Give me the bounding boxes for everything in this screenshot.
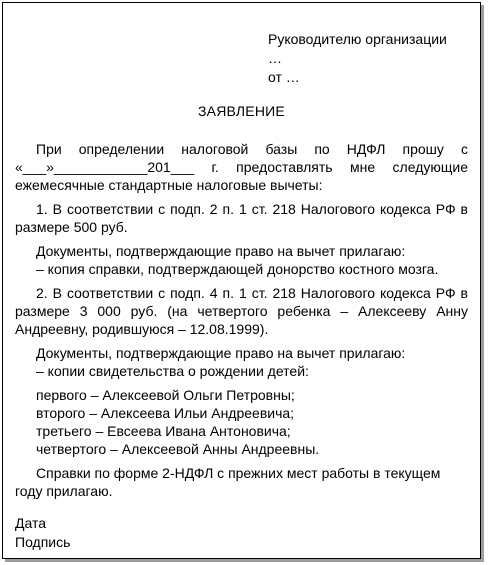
document-title: ЗАЯВЛЕНИЕ (198, 103, 285, 119)
document-body (15, 140, 468, 500)
list-item: второго – Алексеева Ильи Андреевича; (36, 405, 295, 421)
date-label: Дата (15, 515, 47, 531)
addressee-block (268, 30, 447, 87)
closing-paragraph: Справки по форме 2-НДФЛ с прежних мест работы в текущем году прилагаю. (15, 465, 441, 499)
documents-heading-2: Документы, подтверждающие право на вычет прилагаю: (36, 345, 406, 361)
deduction-item-1: 1. В соответствии с подп. 2 п. 1 ст. 218 Налогового кодекса РФ в размере 500 руб. (15, 201, 468, 235)
signature-label: Подпись (15, 534, 71, 550)
children-list (15, 386, 468, 458)
signature-block (15, 514, 70, 552)
documents-heading-1: Документы, подтверждающие право на вычет прилагаю: (36, 243, 406, 259)
addressee-recipient: Руководителю организации (268, 31, 447, 47)
list-item: четвертого – Алексеевой Анны Андреевны. (36, 441, 320, 457)
documents-item-2: – копии свидетельства о рождении детей: (36, 363, 309, 379)
list-item: первого – Алексеевой Ольги Петровны; (36, 387, 295, 403)
document-page (2, 2, 481, 559)
addressee-ellipsis: … (268, 50, 282, 66)
addressee-from: от … (268, 69, 300, 85)
intro-paragraph: При определении налоговой базы по НДФЛ прошу с «___»____________201___ г. предоставлять мне следующие ежемесячные стандартные налоговые вычеты: (15, 141, 468, 193)
list-item: третьего – Евсеева Ивана Антоновича; (36, 423, 291, 439)
documents-item-1: – копия справки, подтверждающей донорство костного мозга. (36, 261, 439, 277)
deduction-item-2: 2. В соответствии с подп. 4 п. 1 ст. 218 Налогового кодекса РФ в размере 3 000 руб. (на четвертого ребенка – Алексееву Анну Андреевну, родившуюся – 12.08.1999). (15, 285, 468, 337)
